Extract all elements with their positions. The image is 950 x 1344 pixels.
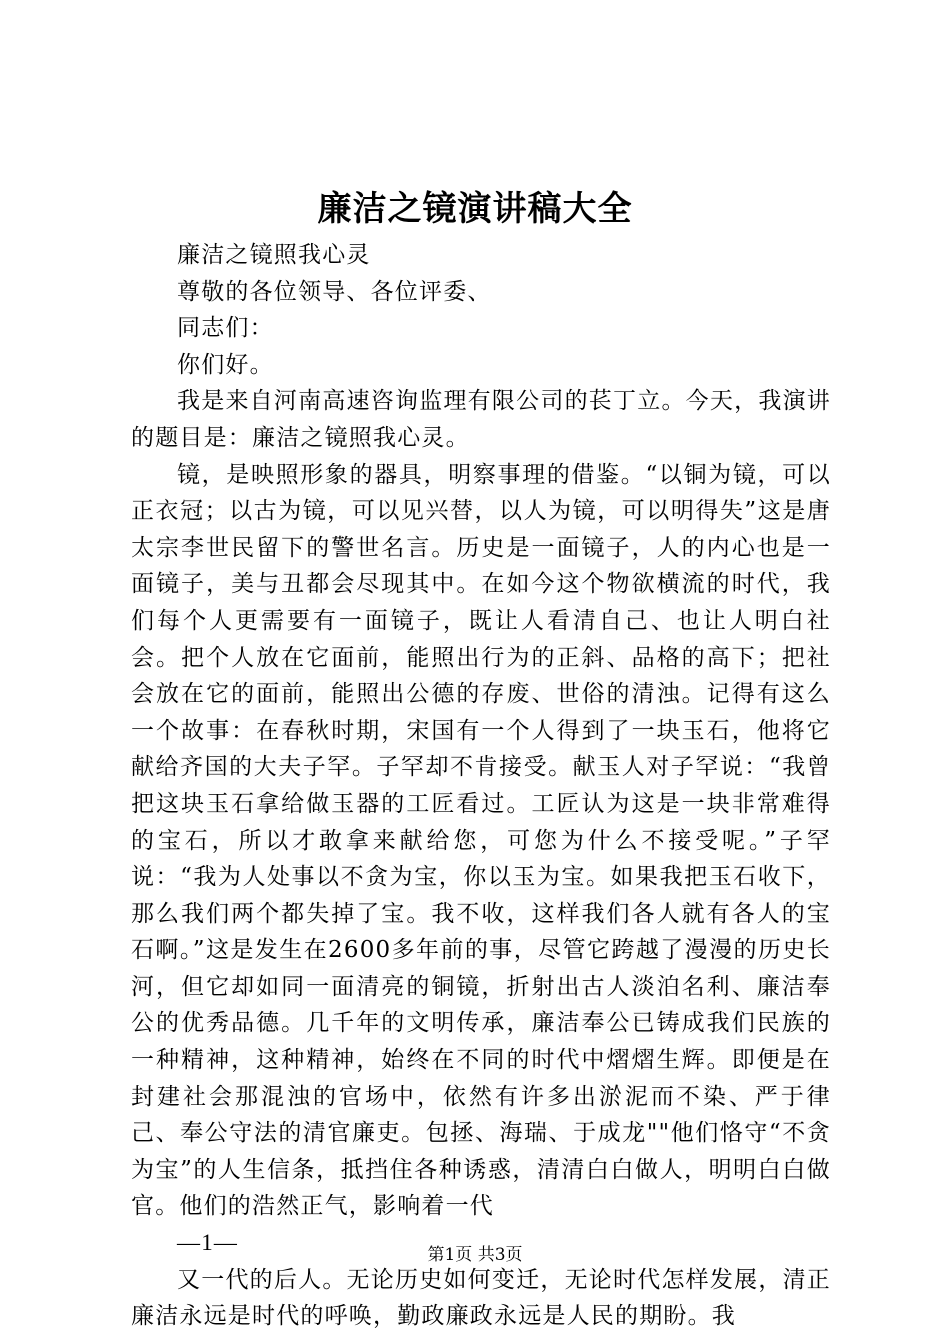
paragraph-mirror-story: 镜，是映照形象的器具，明察事理的借鉴。“以铜为镜，可以正衣冠；以古为镜，可以见兴替，以人为镜，可以明得失”这是唐太宗李世民留下的警世名言。历史是一面镜子，人的内心也是一面镜子，美与丑都会尽现其中。在如今这个物欲横流的时代，我们每个人更需要有一面镜子，既让人看清自己、也让人明白社会。把个人放在它面前，能照出行为的正斜、品格的高下；把社会放在它的面前，能照出公德的存废、世俗的清浊。记得有这么一个故事：在春秋时期，宋国有一个人得到了一块玉石，他将它献给齐国的大夫子罕。子罕却不肯接受。献玉人对子罕说：“我曾把这块玉石拿给做玉器的工匠看过。工匠认为这是一块非常难得的宝石，所以才敢拿来献给您，可您为什么不接受呢。”子罕说：“我为人处事以不贪为宝，你以玉为宝。如果我把玉石收下，那么我们两个都失掉了宝。我不收，这样我们各人就有各人的宝石啊。”这是发生在2600多年前的事，尽管它跨越了漫漫的历史长河，但它却如同一面清亮的铜镜，折射出古人淡泊名利、廉洁奉公的优秀品德。几千年的文明传承，廉洁奉公已铸成我们民族的一种精神，这种精神，始终在不同的时代中熠熠生辉。即便是在封建社会那混浊的官场中，依然有许多出淤泥而不染、严于律己、奉公守法的清官廉吏。包拯、海瑞、于成龙""他们恪守“不贪为宝”的人生信条，抵挡住各种诱惑，清清白白做人，明明白白做官。他们的浩然正气，影响着一代 [131,461,831,1220]
paragraph-salutation: 尊敬的各位领导、各位评委、 [177,278,492,305]
document-body [131,237,831,1335]
paragraph-introduction: 我是来自河南高速咨询监理有限公司的苌丁立。今天，我演讲的题目是：廉洁之镜照我心灵。 [131,388,831,451]
paragraph-greeting: 你们好。 [177,351,274,378]
page-footer: 第1页 共3页 [427,1245,523,1265]
paragraph-continuation: 又一代的后人。无论历史如何变迁，无论时代怎样发展，清正廉洁永远是时代的呼唤，勤政廉政永远是人民的期盼。我 [131,1266,831,1330]
document-title: 廉洁之镜演讲稿大全 [317,189,633,229]
inline-page-marker: —1— [177,1230,239,1256]
paragraph-speech-title: 廉洁之镜照我心灵 [177,242,371,268]
paragraph-comrades: 同志们： [177,315,274,342]
